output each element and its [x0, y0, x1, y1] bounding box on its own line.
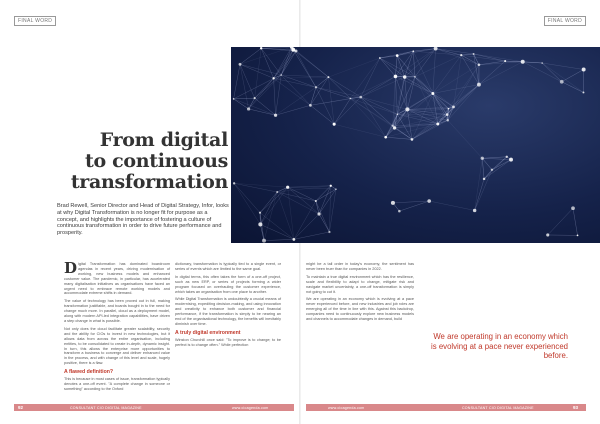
- network-node: [546, 233, 549, 236]
- running-head-left: FINAL WORD: [14, 16, 56, 26]
- network-link: [281, 51, 296, 75]
- network-link: [350, 58, 379, 98]
- network-node: [405, 107, 409, 111]
- network-node: [286, 186, 289, 189]
- network-link: [274, 51, 296, 78]
- network-node: [560, 80, 564, 84]
- body-paragraph: dictionary, transformation is typically tied to a single event, or series of events which are limited to the same goal.: [175, 262, 281, 271]
- network-link: [240, 47, 292, 64]
- network-link: [548, 208, 573, 235]
- network-node: [233, 98, 235, 100]
- footer-magazine-right: CONSULTANT CIO DIGITAL MAGAZINE: [462, 405, 534, 410]
- network-link: [234, 183, 288, 187]
- network-node: [280, 74, 282, 76]
- network-node: [506, 156, 508, 158]
- network-link: [482, 157, 507, 158]
- network-link: [276, 75, 282, 115]
- network-link: [240, 64, 281, 75]
- network-node: [577, 234, 579, 236]
- network-link: [453, 65, 478, 107]
- network-link: [334, 124, 386, 137]
- network-node: [335, 188, 337, 190]
- paragraph-text: igital Transformation has dominated boardroom agendas in recent years, driving modernisation of working, new business models and enhanced customer value. The pandemic, in particular, has accelerated many digitalisation initiatives as organisations have faced an urgent need to embrace remote working models and accommodate extreme shifts in demand.: [64, 262, 170, 296]
- network-link: [292, 47, 316, 87]
- network-link: [479, 61, 505, 65]
- network-link: [274, 78, 276, 115]
- network-node: [446, 113, 449, 116]
- network-link: [255, 48, 262, 98]
- network-node: [571, 206, 575, 210]
- network-link: [260, 213, 264, 241]
- network-link: [386, 137, 412, 139]
- network-link: [405, 77, 433, 93]
- network-link: [316, 87, 361, 97]
- network-link: [316, 87, 334, 124]
- network-link: [281, 75, 310, 105]
- network-link: [484, 157, 507, 179]
- network-node: [292, 238, 295, 241]
- body-paragraph: We are operating in an economy which is evolving at a pace never experienced before, and new industries and job roles are emerging all of the time in line with this. Against this backdrop, companies need to continuously explore new business models and channels to accommodate changes in demand, build: [306, 297, 414, 322]
- network-link: [249, 75, 282, 109]
- network-node: [452, 105, 455, 108]
- network-link: [234, 64, 240, 99]
- network-link: [393, 77, 405, 126]
- network-link: [240, 48, 261, 64]
- network-link: [277, 192, 294, 239]
- network-link: [277, 192, 319, 214]
- network-link: [277, 192, 316, 201]
- network-link: [433, 49, 436, 94]
- network-link: [453, 55, 461, 107]
- network-node: [396, 54, 399, 57]
- headline: [68, 130, 228, 193]
- network-link: [461, 54, 473, 55]
- network-link: [281, 75, 328, 77]
- running-head-right: FINAL WORD: [544, 16, 586, 26]
- network-link: [484, 160, 511, 179]
- network-node: [276, 191, 278, 193]
- footer-url-left: www.cioagenda.com: [232, 405, 269, 410]
- network-link: [475, 179, 484, 211]
- network-link: [276, 87, 316, 115]
- network-link: [249, 78, 274, 109]
- network-node: [391, 201, 395, 205]
- network-node: [483, 178, 486, 181]
- network-link: [395, 56, 397, 77]
- subheading-flawed-definition: A flawed definition?: [64, 369, 114, 376]
- network-link: [240, 64, 249, 109]
- network-link: [361, 77, 405, 97]
- body-paragraph: Not only does the cloud facilitate greater scalability, security and the ability for CIOs to invest in new technologies, but it allows data from across the entire organisation, including entities, to be consolidated to create in-depth, dynamic insight. In turn, this allows the enterprise more opportunities to transform a business to converge and deliver enhanced value in the process, and with change of this level and scale, hugely positive, there is a flaw.: [64, 326, 170, 366]
- network-node: [477, 83, 481, 87]
- network-link: [316, 87, 350, 98]
- network-link: [260, 224, 293, 239]
- network-node: [392, 125, 394, 127]
- network-node: [384, 136, 387, 139]
- network-link: [276, 105, 311, 115]
- body-column-3: [306, 262, 414, 325]
- network-link: [261, 48, 281, 75]
- network-link: [380, 58, 396, 76]
- network-link: [310, 87, 316, 105]
- network-node: [473, 53, 475, 55]
- subheading-digital-environment: A truly digital environment: [175, 329, 241, 336]
- network-link: [412, 120, 448, 139]
- network-link: [264, 239, 294, 240]
- body-column-2: [175, 262, 281, 351]
- network-node: [478, 63, 481, 66]
- network-link: [310, 77, 328, 105]
- network-link: [397, 77, 404, 114]
- network-link: [294, 232, 330, 239]
- network-node: [315, 200, 317, 202]
- drop-cap: D: [64, 259, 78, 277]
- network-node: [359, 96, 362, 99]
- network-link: [261, 47, 292, 48]
- headline-line-2: to continuous: [84, 150, 228, 172]
- network-node: [262, 239, 266, 243]
- body-paragraph: Winston Churchill once said: "To improve is to change; to be perfect is to change often." While perfection: [175, 337, 281, 347]
- footer-url-right: www.cioagenda.com: [328, 405, 365, 410]
- standfirst: Brad Rewell, Senior Director and Head of Digital Strategy, Infor, looks at why Digital Transformation is no longer fit for purpose as a concept, and highlights the importance of fostering a culture of continuous transformation in order to drive future performance and prosperity.: [57, 203, 229, 237]
- network-link: [429, 201, 474, 210]
- network-link: [281, 47, 292, 75]
- network-node: [393, 126, 396, 129]
- network-node: [431, 92, 434, 95]
- network-node: [398, 210, 401, 213]
- network-node: [260, 47, 262, 49]
- hero-network-image: [231, 47, 600, 243]
- network-node: [254, 97, 256, 99]
- network-graphic: [231, 47, 600, 243]
- network-link: [482, 158, 511, 159]
- network-link: [328, 77, 350, 98]
- body-paragraph: [64, 259, 170, 296]
- network-link: [234, 183, 260, 224]
- network-link: [264, 192, 277, 241]
- body-paragraph: might be a tall order in today's economy, the sentiment has never been truer than for companies in 2022.: [306, 262, 414, 271]
- network-link: [393, 93, 433, 125]
- network-node: [350, 98, 352, 100]
- network-link: [448, 120, 482, 158]
- body-paragraph: In digital terms, this often takes the form of a one-off project, such as new ERP, or series of projects forming a wider program focused on overhauling the customer experience, which takes an organisation from one place to another.: [175, 274, 281, 294]
- network-link: [475, 170, 492, 211]
- network-link: [482, 158, 492, 169]
- network-node: [509, 158, 513, 162]
- network-link: [482, 158, 484, 179]
- network-node: [239, 63, 242, 66]
- network-link: [542, 63, 583, 92]
- network-link: [562, 69, 584, 81]
- network-node: [327, 76, 329, 78]
- network-link: [415, 55, 461, 77]
- network-link: [260, 187, 287, 224]
- network-node: [315, 86, 317, 88]
- network-link: [397, 49, 435, 56]
- network-node: [582, 91, 584, 93]
- network-link: [350, 76, 395, 98]
- headline-line-1: From digital: [99, 129, 228, 151]
- network-node: [411, 138, 414, 141]
- network-link: [562, 82, 584, 93]
- network-node: [233, 182, 235, 184]
- network-link: [448, 85, 479, 121]
- network-link: [234, 98, 255, 99]
- network-link: [475, 158, 483, 210]
- body-paragraph: While Digital Transformation is undoubtedly a crucial means of modernising, expediting decision-making, and using innovation and creativity to enhance both customer and financial performance, if the transformation is simply to be nearing an end of the organisational technology, the benefits will inevitably diminish over time.: [175, 297, 281, 326]
- network-link: [310, 105, 334, 124]
- network-node: [427, 199, 431, 203]
- network-node: [582, 68, 586, 72]
- network-link: [310, 98, 350, 105]
- network-node: [333, 123, 336, 126]
- network-node: [247, 107, 250, 110]
- body-paragraph: This is because in most cases of issue, transformation typically denotes a one-off event. "A complete change in someone or something" according to the Oxford: [64, 377, 170, 391]
- network-link: [319, 189, 336, 214]
- network-link: [433, 55, 461, 93]
- network-node: [504, 60, 506, 62]
- network-link: [328, 77, 360, 97]
- network-node: [272, 77, 274, 79]
- network-link: [380, 58, 405, 77]
- network-node: [330, 185, 332, 187]
- page-number-left: 92: [18, 405, 24, 410]
- network-node: [317, 212, 320, 215]
- network-node: [521, 60, 525, 64]
- pull-quote: We are operating in an economy which is evolving at a pace never experienced before.: [431, 332, 568, 360]
- network-node: [414, 76, 415, 77]
- network-link: [479, 62, 523, 65]
- body-column-1: [64, 259, 170, 395]
- network-link: [274, 77, 329, 78]
- network-link: [319, 186, 331, 214]
- body-paragraph: The value of technology has been proved out in full, making transformation justifiable, and boards bought in to the need for change much more. In parallel, cloud as a deployment model, along with modern API-led integration capabilities, have driven a step change in what is possible.: [64, 299, 170, 323]
- network-node: [394, 75, 398, 79]
- network-node: [460, 54, 462, 56]
- network-node: [412, 50, 414, 52]
- network-node: [259, 212, 261, 214]
- network-node: [379, 57, 381, 59]
- network-link: [319, 214, 329, 232]
- network-link: [334, 98, 350, 124]
- network-node: [403, 75, 407, 79]
- network-link: [523, 62, 562, 82]
- network-link: [573, 208, 578, 235]
- body-paragraph: To maintain a true digital environment which has the resilience, scale and flexibility to adapt to change, mitigate risk and navigate market uncertainty, a one-off transformation is simply not going to cut it.: [306, 274, 414, 294]
- network-node: [397, 114, 399, 116]
- network-node: [473, 209, 476, 212]
- headline-line-3: transformation: [70, 171, 228, 193]
- network-link: [316, 77, 328, 87]
- network-node: [448, 108, 450, 110]
- network-node: [274, 114, 277, 117]
- network-node: [447, 119, 450, 122]
- network-link: [542, 63, 583, 69]
- network-link: [260, 187, 288, 213]
- network-node: [491, 169, 493, 171]
- footer-magazine-left: CONSULTANT CIO DIGITAL MAGAZINE: [70, 405, 142, 410]
- network-link: [448, 85, 478, 109]
- network-link: [260, 213, 294, 240]
- network-node: [481, 157, 484, 160]
- network-link: [436, 49, 474, 54]
- network-link: [328, 77, 334, 124]
- network-node: [258, 222, 262, 226]
- network-node: [309, 104, 312, 107]
- page-number-right: 93: [573, 405, 579, 410]
- network-node: [328, 231, 330, 233]
- network-link: [255, 78, 274, 98]
- network-node: [541, 62, 543, 64]
- network-link: [397, 56, 405, 77]
- network-node: [436, 123, 439, 126]
- network-link: [334, 97, 361, 124]
